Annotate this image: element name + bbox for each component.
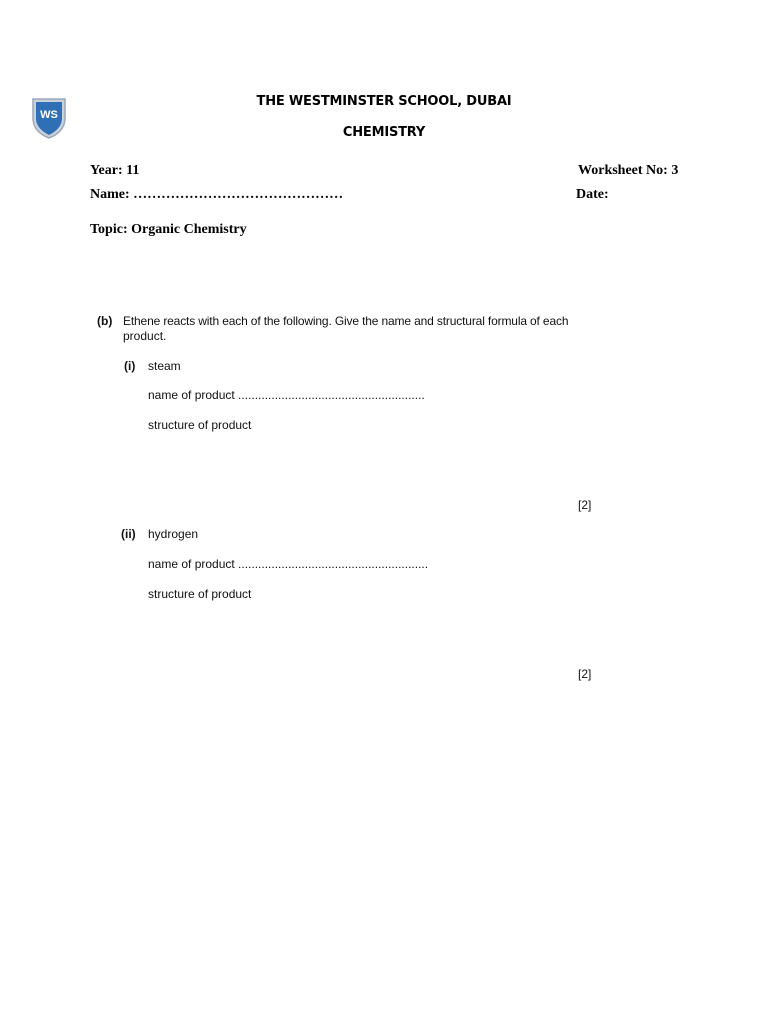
school-name: THE WESTMINSTER SCHOOL, DUBAI — [256, 94, 512, 109]
part-ii-structure-of-product: structure of product — [148, 587, 252, 601]
part-i-reagent: steam — [148, 359, 181, 373]
logo-text: WS — [40, 109, 58, 121]
part-ii-label: (ii) — [121, 527, 136, 541]
topic-field: Topic: Organic Chemistry — [90, 222, 247, 237]
part-ii-marks: [2] — [578, 667, 592, 681]
part-ii-reagent: hydrogen — [148, 527, 199, 541]
question-label: (b) — [97, 314, 113, 328]
date-field: Date: — [576, 187, 609, 202]
part-ii-name-of-product: name of product ......................................................... — [148, 557, 429, 571]
name-field: Name: ……………………………………… — [90, 187, 344, 202]
question-text-line1: Ethene reacts with each of the following. Give the name and structural formula of each — [123, 314, 569, 328]
part-i-structure-of-product: structure of product — [148, 418, 252, 432]
part-i-name-of-product: name of product ........................................................ — [148, 388, 425, 402]
subject-title: CHEMISTRY — [342, 125, 426, 140]
question-text-line2: product. — [123, 329, 167, 343]
part-i-marks: [2] — [578, 498, 592, 512]
year-field: Year: 11 — [90, 163, 140, 178]
part-i-label: (i) — [124, 359, 136, 373]
worksheet-number: Worksheet No: 3 — [578, 163, 679, 178]
